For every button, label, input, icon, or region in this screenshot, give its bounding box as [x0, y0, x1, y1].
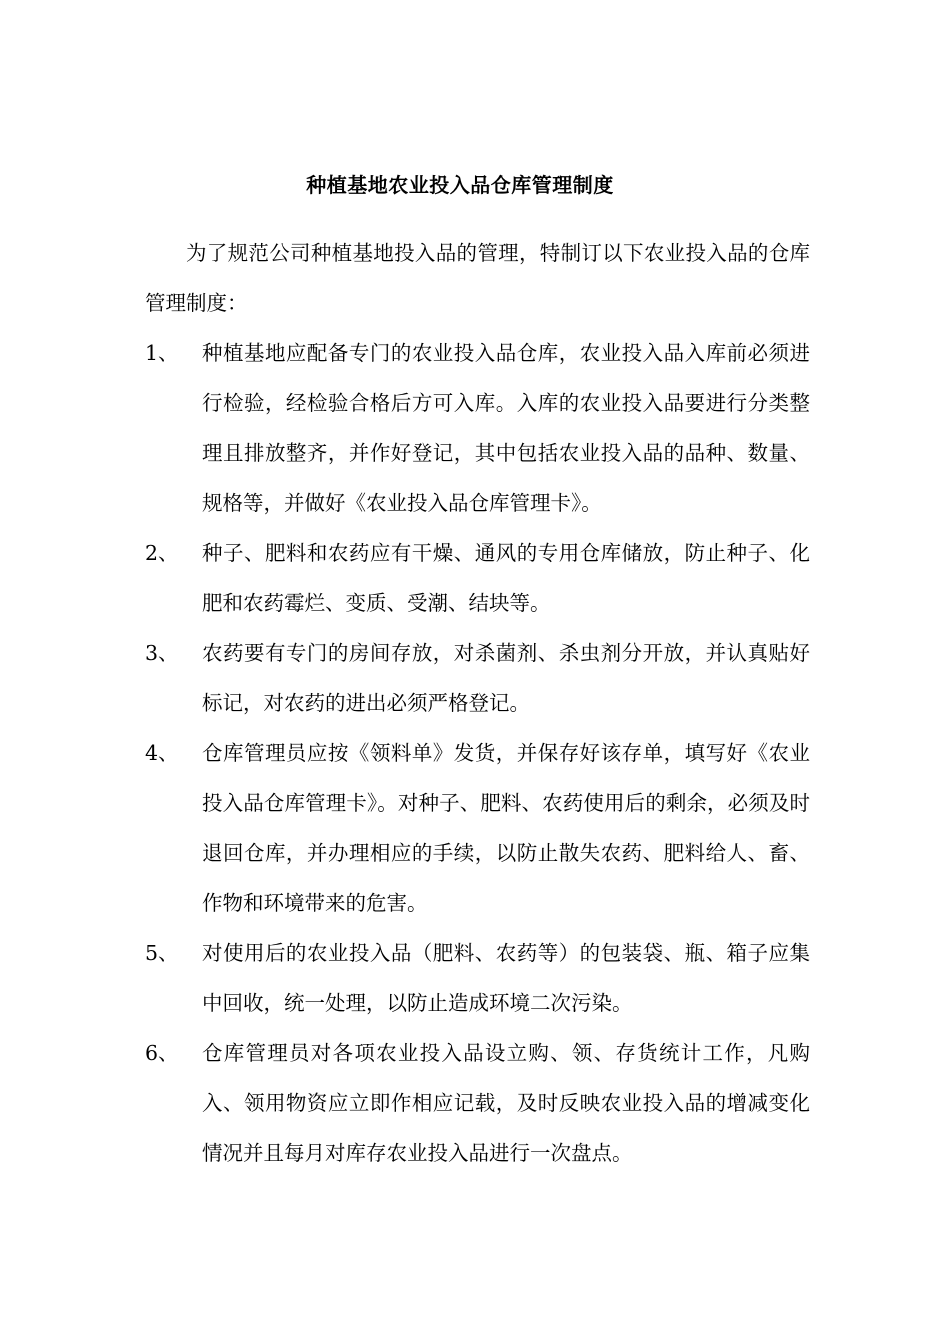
item-text: 仓库管理员应按《领料单》发货，并保存好该存单，填写好《农业投入品仓库管理卡》。对种子、肥料、农药使用后的剩余，必须及时退回仓库，并办理相应的手续，以防止散失农药、肥料给人、畜、作物和环境带来的危害。 — [202, 741, 810, 915]
item-number: 6、 — [145, 1041, 179, 1065]
item-number: 1、 — [145, 341, 179, 365]
intro-paragraph: 为了规范公司种植基地投入品的管理，特制订以下农业投入品的仓库管理制度： — [145, 241, 810, 315]
item-number: 2、 — [145, 541, 179, 565]
list-item — [145, 528, 810, 628]
item-text: 农药要有专门的房间存放，对杀菌剂、杀虫剂分开放，并认真贴好标记，对农药的进出必须严格登记。 — [202, 641, 810, 715]
list-item — [145, 628, 810, 728]
list-item — [145, 928, 810, 1028]
rules-list — [145, 328, 810, 1178]
list-item — [145, 1028, 810, 1178]
document-title: 种植基地农业投入品仓库管理制度 — [306, 173, 614, 197]
item-number: 5、 — [145, 941, 179, 965]
list-item — [145, 328, 810, 528]
item-text: 种植基地应配备专门的农业投入品仓库，农业投入品入库前必须进行检验，经检验合格后方可入库。入库的农业投入品要进行分类整理且排放整齐，并作好登记，其中包括农业投入品的品种、数量、规格等，并做好《农业投入品仓库管理卡》。 — [202, 341, 810, 515]
item-text: 仓库管理员对各项农业投入品设立购、领、存货统计工作，凡购入、领用物资应立即作相应记载，及时反映农业投入品的增减变化情况并且每月对库存农业投入品进行一次盘点。 — [202, 1041, 810, 1165]
item-number: 4、 — [145, 741, 179, 765]
item-text: 对使用后的农业投入品（肥料、农药等）的包装袋、瓶、箱子应集中回收，统一处理，以防止造成环境二次污染。 — [202, 941, 810, 1015]
list-item — [145, 728, 810, 928]
item-number: 3、 — [145, 641, 179, 665]
item-text: 种子、肥料和农药应有干燥、通风的专用仓库储放，防止种子、化肥和农药霉烂、变质、受潮、结块等。 — [202, 541, 810, 615]
